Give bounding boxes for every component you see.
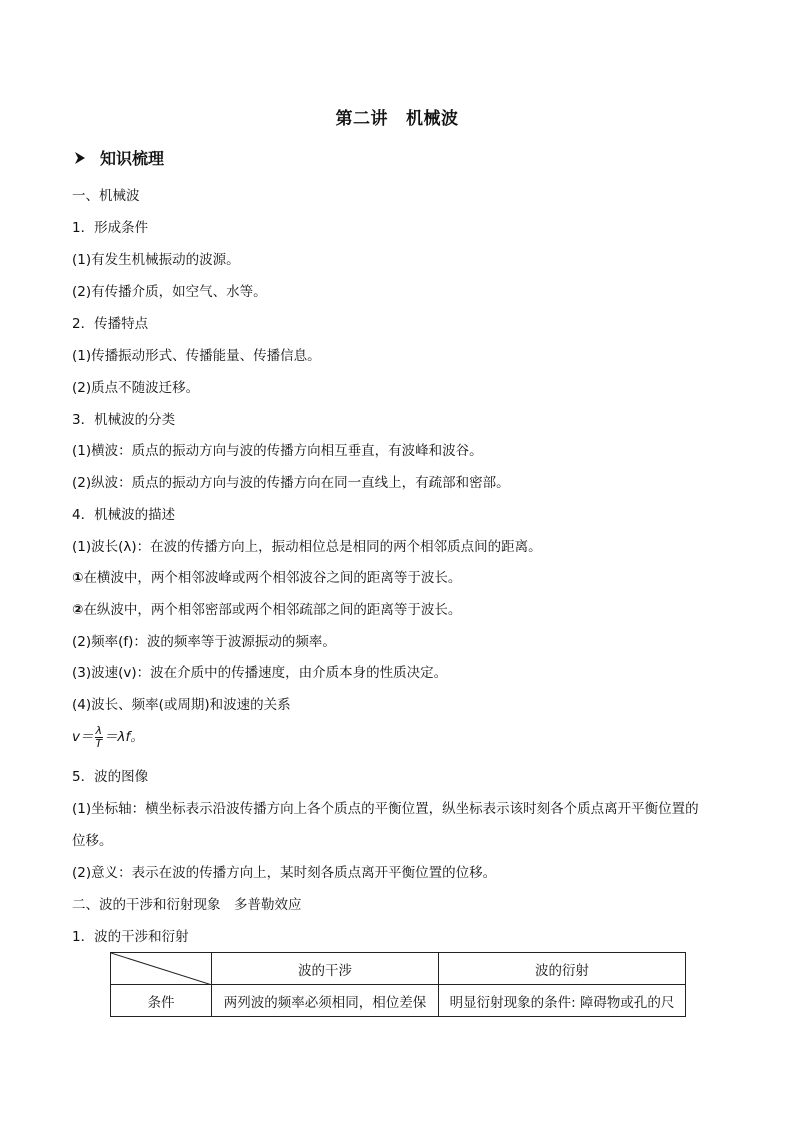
- formula-fraction: [95, 725, 104, 750]
- text-line: (2)纵波：质点的振动方向与波的传播方向在同一直线上，有疏部和密部。: [72, 475, 510, 491]
- text-line: 位移。: [72, 833, 113, 849]
- heading-mechanical-wave: 一、机械波: [72, 188, 140, 204]
- table-corner-cell: [111, 953, 212, 985]
- heading-interference-diffraction: 二、波的干涉和衍射现象 多普勒效应: [72, 897, 302, 913]
- text-line-body: 在横波中，两个相邻波峰或两个相邻波谷之间的距离等于波长。: [83, 570, 462, 586]
- formula-denominator: T: [95, 736, 103, 750]
- table-header-interference: 波的干涉: [212, 953, 439, 985]
- arrowhead-bullet-icon: [74, 151, 86, 165]
- formula-lhs: v＝: [72, 729, 94, 745]
- text-line: (2)有传播介质，如空气、水等。: [72, 284, 267, 300]
- circled-number-1: ①: [72, 570, 84, 586]
- diagonal-line-icon: [111, 953, 212, 985]
- subheading-interference-diffraction: 1．波的干涉和衍射: [72, 929, 189, 945]
- section-heading: [72, 146, 164, 169]
- title-part-1: 第二讲: [335, 109, 388, 129]
- text-line: (3)波速(v)：波在介质中的传播速度，由介质本身的性质决定。: [72, 665, 448, 681]
- text-line: (1)有发生机械振动的波源。: [72, 252, 240, 268]
- text-line-body: 在纵波中，两个相邻密部或两个相邻疏部之间的距离等于波长。: [83, 602, 462, 618]
- title-part-2: 机械波: [406, 109, 459, 129]
- text-line: (1)横波：质点的振动方向与波的传播方向相互垂直，有波峰和波谷。: [72, 443, 483, 459]
- table-cell: 两列波的频率必须相同，相位差保: [212, 985, 439, 1017]
- text-line: (1)波长(λ)：在波的传播方向上，振动相位总是相同的两个相邻质点间的距离。: [72, 539, 542, 555]
- table-row: [111, 985, 686, 1017]
- subheading-wave-graph: 5．波的图像: [72, 769, 149, 785]
- text-line: [72, 600, 461, 620]
- subheading-classification: 3．机械波的分类: [72, 412, 176, 428]
- section-heading-text: 知识梳理: [100, 149, 165, 168]
- comparison-table: [110, 952, 686, 1017]
- table-cell: 明显衍射现象的条件: 障碍物或孔的尺: [439, 985, 686, 1017]
- table-header-row: [111, 953, 686, 985]
- text-line: (2)频率(f)：波的频率等于波源振动的频率。: [72, 634, 336, 650]
- text-line: [72, 568, 461, 588]
- formula-rhs: ＝λf。: [104, 729, 144, 745]
- text-line: (4)波长、频率(或周期)和波速的关系: [72, 697, 291, 713]
- table-header-diffraction: 波的衍射: [439, 953, 686, 985]
- subheading-propagation: 2．传播特点: [72, 316, 149, 332]
- circled-number-2: ②: [72, 602, 84, 618]
- text-line: (2)质点不随波迁移。: [72, 380, 200, 396]
- text-line: (1)坐标轴：横坐标表示沿波传播方向上各个质点的平衡位置，纵坐标表示该时刻各个质点离开平衡位置的: [72, 801, 699, 817]
- formula-numerator: λ: [95, 723, 103, 737]
- page-title: [0, 104, 794, 129]
- subheading-formation: 1．形成条件: [72, 220, 149, 236]
- text-line: (2)意义：表示在波的传播方向上，某时刻各质点离开平衡位置的位移。: [72, 865, 497, 881]
- subheading-description: 4．机械波的描述: [72, 507, 176, 523]
- text-line: (1)传播振动形式、传播能量、传播信息。: [72, 348, 321, 364]
- table-cell-label: 条件: [111, 985, 212, 1017]
- formula-line: [72, 724, 144, 750]
